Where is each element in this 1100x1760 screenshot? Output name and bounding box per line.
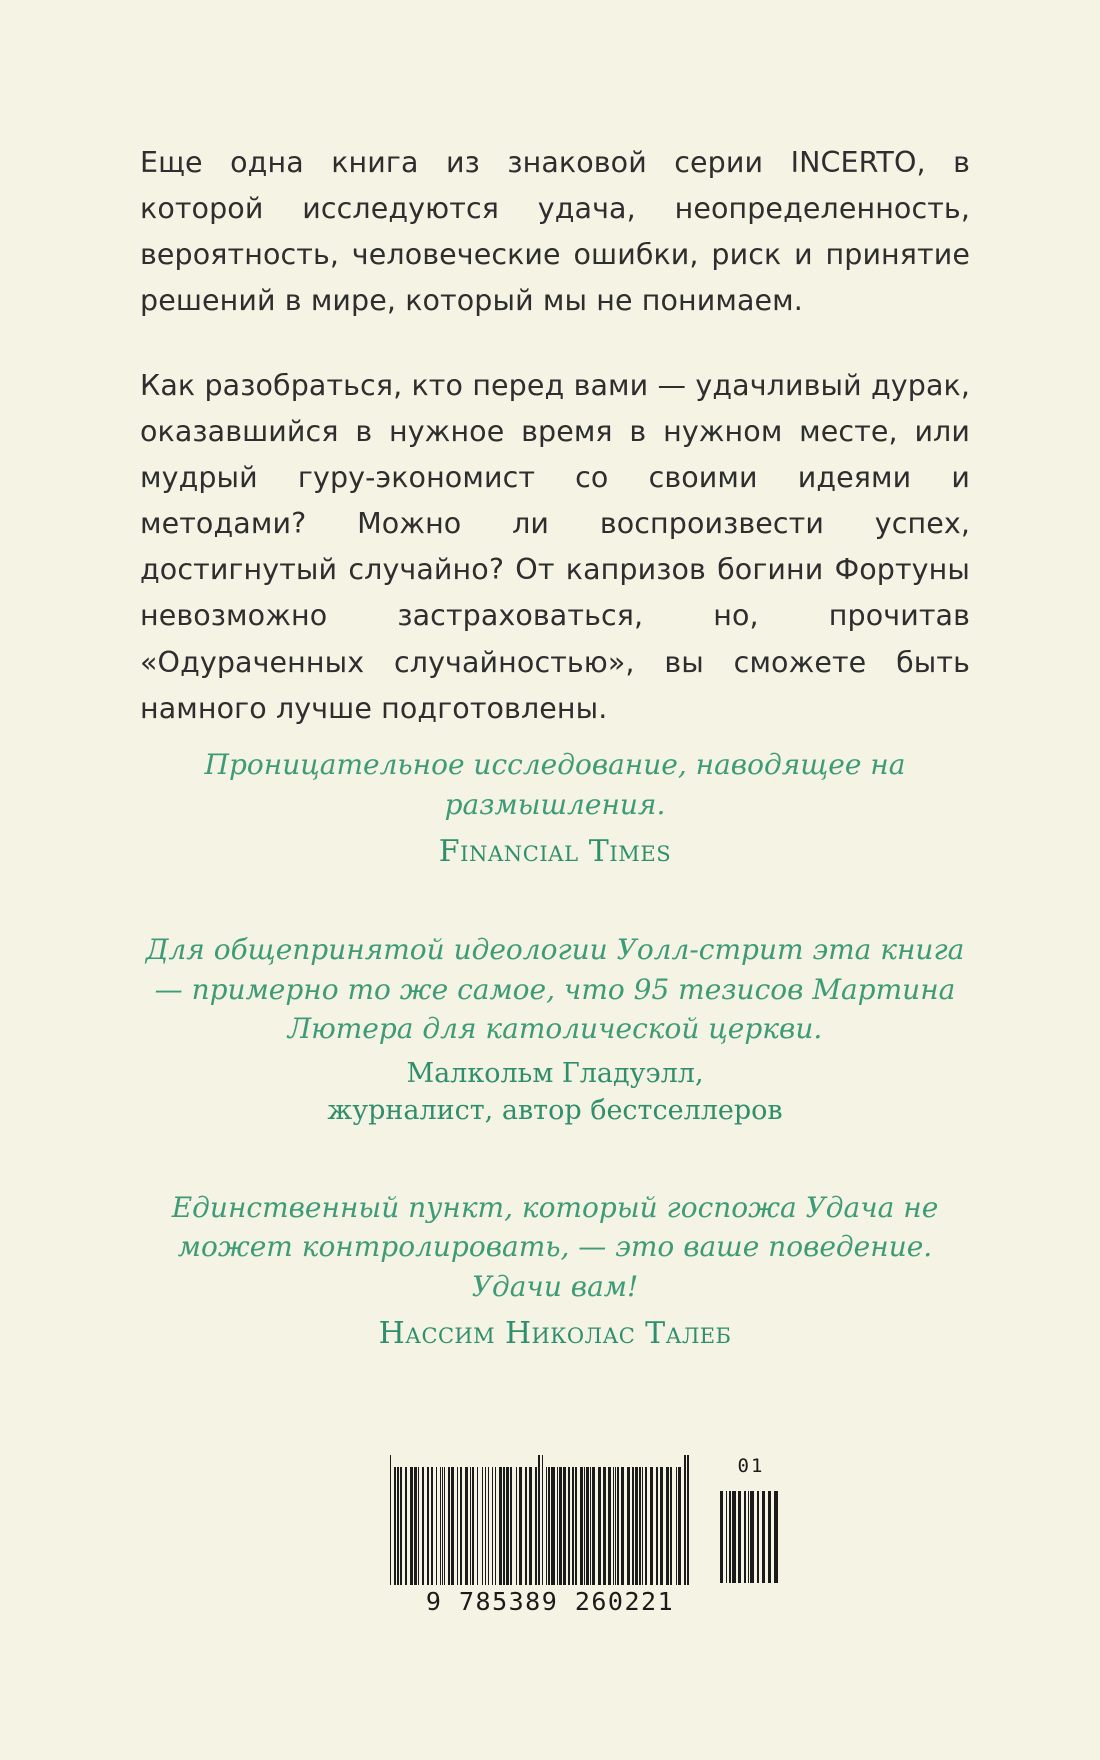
quote-source: Нассим Николас Талеб	[378, 1315, 732, 1351]
quote-text: Проницательное исследование, наводящее на размышления.	[204, 748, 906, 821]
blurb-paragraph-2: Как разобраться, кто перед вами — удачливый дурак, оказавшийся в нужное время в нужном месте, или мудрый гуру-экономист со своими идеями и методами? Можно ли воспроизвести успех, достигнутый случайно? От капризов богини Фортуны невозможно застраховаться, но, прочитав «Одураченных случайностью», вы сможете быть намного лучше подготовлены.	[140, 368, 970, 725]
barcode-addon-number: 01	[737, 1455, 765, 1477]
quote-source-role: журналист, автор бестселлеров	[327, 1095, 783, 1127]
quotes-section	[140, 745, 970, 1354]
blurb-paragraph-1: Еще одна книга из знаковой серии INCERTO, в которой исследуются удача, неопределенность, вероятность, человеческие ошибки, риск и принятие решений в мире, который мы не понимаем.	[140, 146, 970, 318]
quote-source: Financial Times	[438, 833, 672, 869]
quote-block	[140, 930, 970, 1130]
blurb-section	[140, 140, 970, 732]
barcode-area	[0, 1455, 1100, 1616]
barcode-number: 9 785389 260221	[425, 1587, 675, 1616]
quote-source	[140, 1055, 970, 1130]
quote-source-name: Малкольм Гладуэлл,	[406, 1058, 704, 1090]
barcode-addon-bars	[720, 1479, 782, 1583]
barcode-bars	[390, 1455, 710, 1585]
quote-text: Единственный пункт, который госпожа Удача не может контролировать, — это ваше поведение. Удачи вам!	[171, 1190, 939, 1304]
quote-text: Для общепринятой идеологии Уолл-стрит эта книга — примерно то же самое, что 95 тезисов Мартина Лютера для католической церкви.	[145, 932, 965, 1046]
barcode-addon	[720, 1455, 782, 1583]
ean13-barcode	[390, 1455, 765, 1616]
quote-block	[140, 745, 970, 872]
quote-block	[140, 1188, 970, 1355]
